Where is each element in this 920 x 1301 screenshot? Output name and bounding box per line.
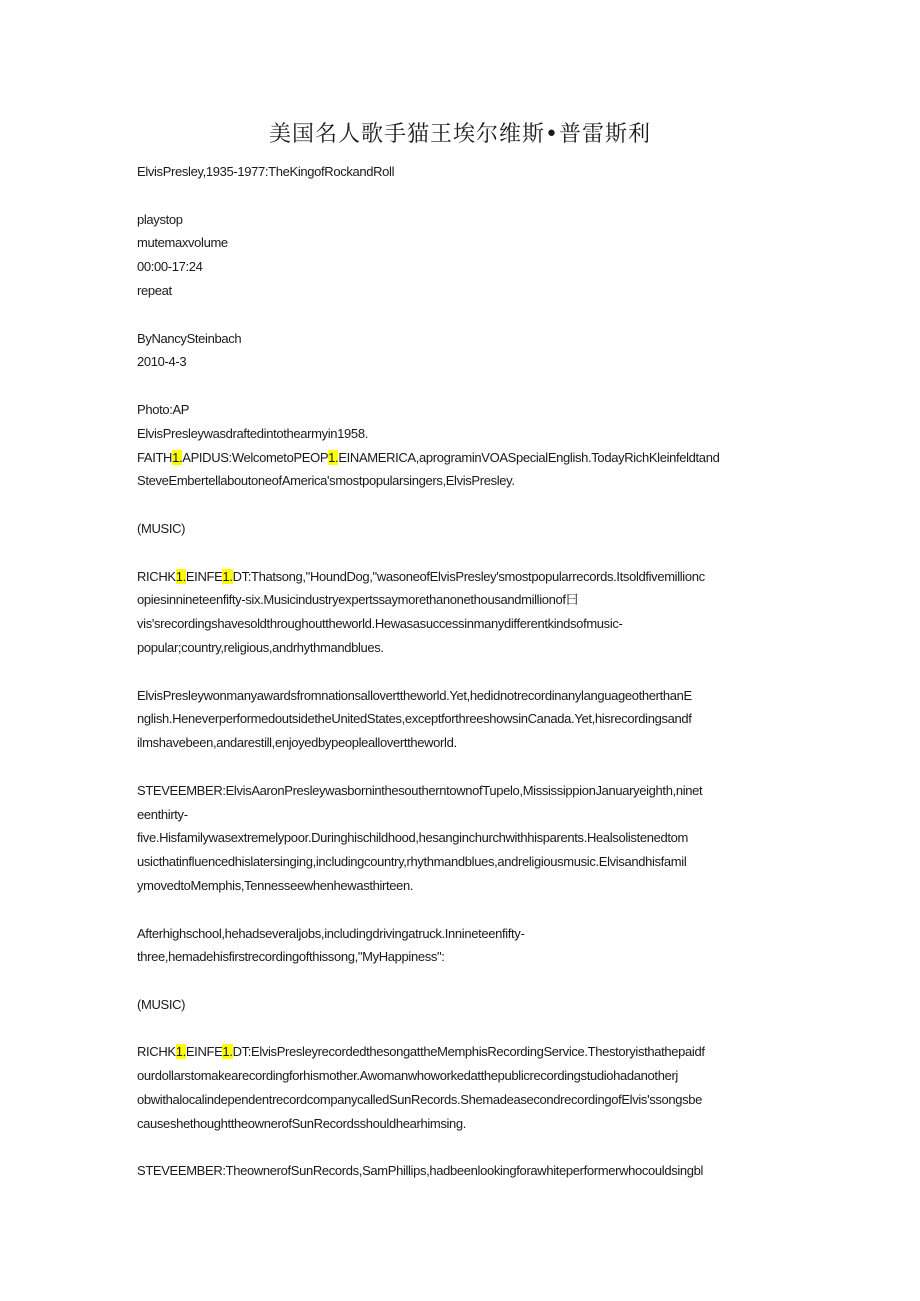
spacer — [137, 184, 787, 208]
document-title: 美国名人歌手猫王埃尔维斯•普雷斯利 — [269, 122, 651, 147]
paragraph-line — [137, 565, 787, 589]
paragraph-line: ourdollarstomakearecordingforhismother.Awomanwhoworkedatthepublicrecordingstudiohadanotherj — [137, 1068, 678, 1084]
spacer — [137, 541, 787, 565]
paragraph-line: three,hemadehisfirstrecordingofthissong,"MyHappiness": — [137, 949, 445, 965]
highlight-mark: 1. — [172, 449, 183, 465]
highlight-mark: 1. — [222, 1044, 233, 1060]
intro-text: FAITH — [137, 449, 173, 465]
paragraph-line: Afterhighschool,hehadseveraljobs,includingdrivingatruck.Innineteenfifty- — [137, 925, 525, 941]
spacer — [137, 374, 787, 398]
music-cue: (MUSIC) — [137, 520, 186, 536]
spacer — [137, 1017, 787, 1041]
paragraph-text: DT:ElvisPresleyrecordedthesongattheMemphisRecordingService.Thestoryisthathepaidf — [232, 1044, 705, 1060]
highlight-mark: 1. — [175, 568, 186, 584]
paragraph-line — [137, 1040, 787, 1064]
intro-line — [137, 446, 787, 470]
paragraph-line: usicthatinfluencedhislatersinging,includingcountry,rhythmandblues,andreligiousmusic.Elvisandhisfamil — [137, 854, 687, 870]
paragraph-line: ilmshavebeen,andarestill,enjoyedbypeoplealloverttheworld. — [137, 735, 457, 751]
spacer — [137, 303, 787, 327]
player-play-stop: playstop — [137, 211, 183, 227]
spacer — [137, 969, 787, 993]
speaker-text: RICHK — [137, 568, 176, 584]
byline: ByNancySteinbach — [137, 330, 242, 346]
paragraph-line: five.Hisfamilywasextremelypoor.Duringhischildhood,hesanginchurchwithhisparents.Healsolistenedtom — [137, 830, 688, 846]
paragraph-line: opiesinnineteenfifty-six.Musicindustryexpertssaymorethanonethousandmillionof曰 — [137, 592, 579, 608]
intro-text: APIDUS:WelcometoPEOP — [182, 449, 329, 465]
highlight-mark: 1. — [175, 1044, 186, 1060]
intro-line: SteveEmbertellaboutoneofAmerica'smostpopularsingers,ElvisPresley. — [137, 473, 515, 489]
highlight-mark: 1. — [222, 568, 233, 584]
music-cue: (MUSIC) — [137, 996, 186, 1012]
player-time: 00:00-17:24 — [137, 259, 203, 275]
speaker-text: EINFE — [185, 1044, 223, 1060]
paragraph-line: STEVEEMBER:ElvisAaronPresleywasborninthesoutherntownofTupelo,MississippionJanuaryeighth,ninet — [137, 782, 703, 798]
photo-caption: ElvisPresleywasdraftedintothearmyin1958. — [137, 425, 368, 441]
speaker-text: EINFE — [185, 568, 223, 584]
paragraph-line: causeshethoughttheownerofSunRecordsshouldhearhimsing. — [137, 1115, 467, 1131]
player-mute-volume: mutemaxvolume — [137, 235, 228, 251]
spacer — [137, 898, 787, 922]
spacer — [137, 755, 787, 779]
speaker-text: RICHK — [137, 1044, 176, 1060]
document-body — [137, 160, 787, 1183]
paragraph-line: obwithalocalindependentrecordcompanycalledSunRecords.ShemadeasecondrecordingofElvis'ssongsbe — [137, 1092, 703, 1108]
paragraph-text: DT:Thatsong,"HoundDog,"wasoneofElvisPresley'smostpopularrecords.Itsoldfivemillionc — [232, 568, 705, 584]
highlight-mark: 1. — [328, 449, 339, 465]
paragraph-line: eenthirty- — [137, 806, 188, 822]
paragraph-line: nglish.HeneverperformedoutsidetheUnitedStates,exceptforthreeshowsinCanada.Yet,hisrecordingsandf — [137, 711, 692, 727]
paragraph-line: vis'srecordingshavesoldthroughouttheworld.Hewasasuccessinmanydifferentkindsofmusic- — [137, 616, 623, 632]
paragraph-line: popular;country,religious,andrhythmandblues. — [137, 639, 384, 655]
spacer — [137, 1136, 787, 1160]
subtitle: ElvisPresley,1935-1977:TheKingofRockandRoll — [137, 164, 395, 179]
date: 2010-4-3 — [137, 354, 187, 370]
paragraph-line: ymovedtoMemphis,Tennesseewhenhewasthirteen. — [137, 877, 414, 893]
spacer — [137, 493, 787, 517]
player-repeat: repeat — [137, 282, 172, 298]
photo-credit: Photo:AP — [137, 401, 190, 417]
paragraph-line: ElvisPresleywonmanyawardsfromnationsalloverttheworld.Yet,hedidnotrecordinanylanguageotherthanE — [137, 687, 692, 703]
spacer — [137, 660, 787, 684]
paragraph-line: STEVEEMBER:TheownerofSunRecords,SamPhillips,hadbeenlookingforawhiteperformerwhocouldsingbl — [137, 1163, 704, 1179]
intro-text: EINAMERICA,aprograminVOASpecialEnglish.TodayRichKleinfeldtand — [338, 449, 720, 465]
